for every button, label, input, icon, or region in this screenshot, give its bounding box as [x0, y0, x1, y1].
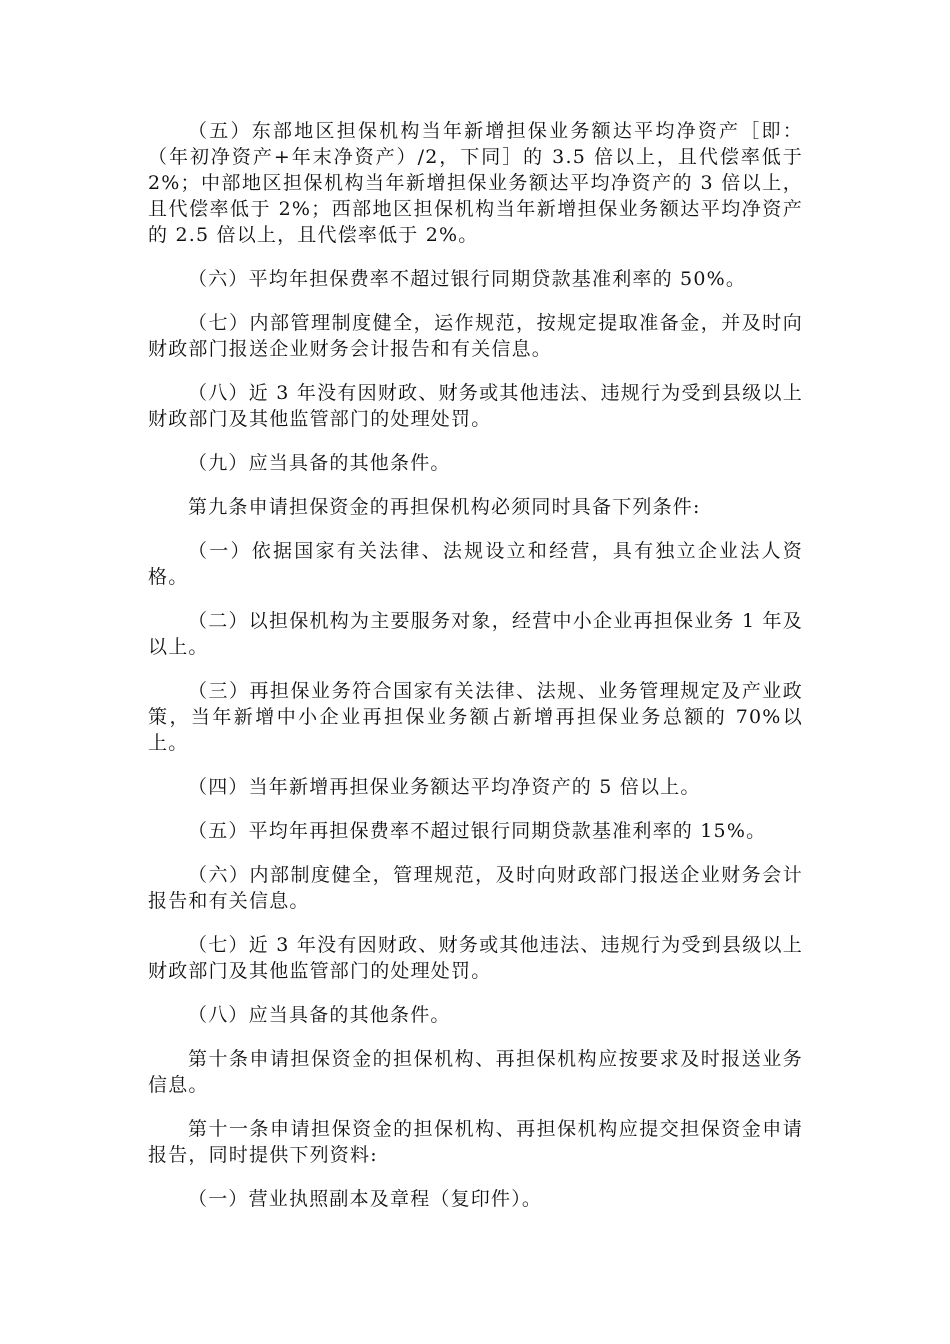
paragraph-item-8-no-violations: （八）近 3 年没有因财政、财务或其他违法、违规行为受到县级以上财政部门及其他监管部门的处理处罚。 [148, 382, 803, 430]
paragraph-article-9-item-8: （八）应当具备的其他条件。 [188, 1004, 451, 1026]
paragraph-item-7-management: （七）内部管理制度健全，运作规范，按规定提取准备金，并及时向财政部门报送企业财务会计报告和有关信息。 [148, 312, 803, 360]
paragraph-item-9-other-conditions: （九）应当具备的其他条件。 [188, 452, 451, 474]
paragraph-article-9-item-1: （一）依据国家有关法律、法规设立和经营，具有独立企业法人资格。 [148, 540, 803, 588]
paragraph-article-9-item-5: （五）平均年再担保费率不超过银行同期贷款基准利率的 15%。 [188, 820, 767, 842]
paragraph-article-9-item-2: （二）以担保机构为主要服务对象，经营中小企业再担保业务 1 年及以上。 [148, 610, 803, 658]
paragraph-article-10: 第十条申请担保资金的担保机构、再担保机构应按要求及时报送业务信息。 [148, 1048, 803, 1096]
paragraph-article-9-item-7: （七）近 3 年没有因财政、财务或其他违法、违规行为受到县级以上财政部门及其他监管部门的处理处罚。 [148, 934, 803, 982]
paragraph-item-5-east-central-west: （五）东部地区担保机构当年新增担保业务额达平均净资产［即：（年初净资产+年末净资产）/2，下同］的 3.5 倍以上，且代偿率低于 2%；中部地区担保机构当年新增担保业务额达平均净资产的 3 倍以上，且代偿率低于 2%；西部地区担保机构当年新增担保业务额达平均净资产的 2.5 倍以上，且代偿率低于 2%。 [148, 120, 803, 246]
paragraph-article-9: 第九条申请担保资金的再担保机构必须同时具备下列条件: [188, 496, 701, 518]
paragraph-article-11: 第十一条申请担保资金的担保机构、再担保机构应提交担保资金申请报告，同时提供下列资料: [148, 1118, 803, 1166]
paragraph-item-6-guarantee-fee: （六）平均年担保费率不超过银行同期贷款基准利率的 50%。 [188, 268, 747, 290]
paragraph-article-11-item-1: （一）营业执照副本及章程（复印件）。 [188, 1188, 543, 1210]
paragraph-article-9-item-3: （三）再担保业务符合国家有关法律、法规、业务管理规定及产业政策，当年新增中小企业再担保业务额占新增再担保业务总额的 70%以上。 [148, 680, 803, 754]
document-body [148, 118, 803, 1230]
paragraph-article-9-item-6: （六）内部制度健全，管理规范，及时向财政部门报送企业财务会计报告和有关信息。 [148, 864, 803, 912]
paragraph-article-9-item-4: （四）当年新增再担保业务额达平均净资产的 5 倍以上。 [188, 776, 701, 798]
